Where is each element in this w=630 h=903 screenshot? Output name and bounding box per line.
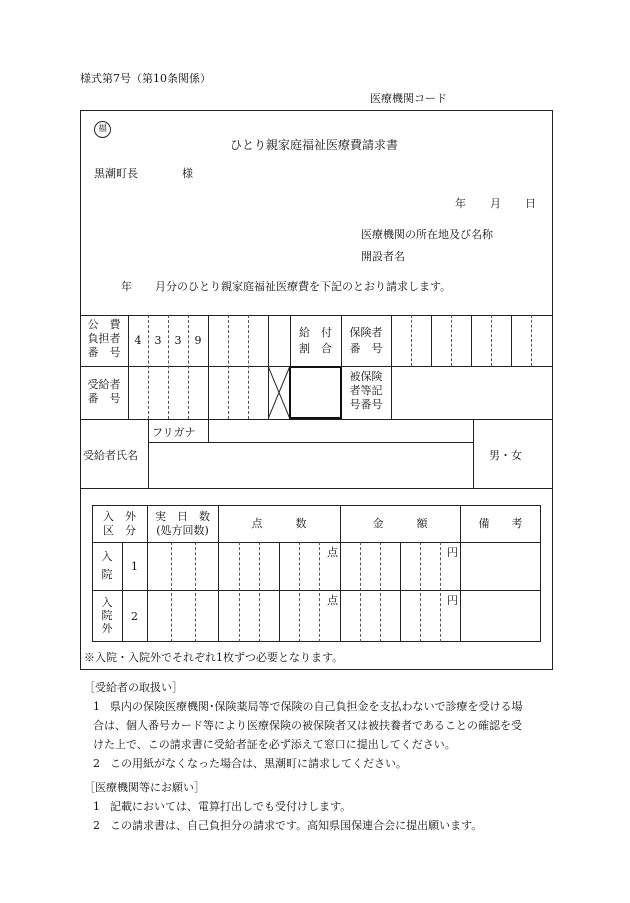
col-remarks-header: 備 考 [478, 517, 523, 530]
furigana-label: フリガナ [152, 426, 196, 439]
recipient-notes-header: ［受給者の取扱い］ [84, 681, 183, 694]
row-num: 1 [131, 560, 138, 573]
date-day: 日 [525, 197, 536, 210]
note-num: 1 [93, 800, 100, 813]
row-type: 入 院 外 [101, 596, 113, 635]
recipient-name-label: 受給者氏名 [83, 449, 138, 462]
addressee: 黒潮町長 様 [94, 167, 193, 180]
col-type-header: 入 外 区 分 [103, 510, 136, 537]
request-year: 年 [121, 280, 132, 293]
note-line: この用紙がなくなった場合は、黒潮町に請求してください。 [110, 757, 407, 770]
gender-label: 男・女 [489, 449, 522, 462]
payer-label: 公 費 負担者 番 号 [87, 318, 121, 359]
medical-code-label: 医療機関コード [370, 92, 447, 105]
row-num: 2 [131, 610, 138, 623]
row-type: 入 院 [101, 550, 113, 581]
yen-unit: 円 [447, 594, 458, 607]
point-unit: 点 [327, 546, 338, 559]
form-title: ひとり親家庭福祉医療費請求書 [230, 138, 399, 152]
yen-unit: 円 [447, 546, 458, 559]
note-line: けた上で、この請求書に受給者証を必ず添えて窓口に提出してください。 [93, 738, 456, 751]
col-amount-header: 金 額 [372, 517, 428, 530]
request-sentence: 月分のひとり親家庭福祉医療費を下記のとおり請求します。 [155, 280, 452, 293]
seal-icon: 福 [94, 121, 111, 138]
note-line: 県内の保険医療機関･保険薬局等で保険の自己負担金を支払わないで診療を受ける場 [110, 700, 523, 713]
note-num: 1 [93, 700, 100, 713]
institution-notes-header: ［医療機関等にお願い］ [84, 781, 205, 794]
benefit-ratio-label: 給 付 割 合 [299, 326, 332, 355]
table-note: ※入院・入院外でそれぞれ1枚ずつ必要となります。 [84, 651, 344, 664]
insurer-label: 保険者 番 号 [349, 326, 383, 355]
note-num: 2 [93, 819, 100, 832]
payer-digit: 3 [174, 334, 182, 347]
payer-digit: 3 [154, 334, 162, 347]
date-year: 年 [455, 197, 466, 210]
crossed-cell-icon [268, 366, 290, 419]
col-points-header: 点 数 [251, 517, 307, 530]
note-line: 合は、個人番号カード等により医療保険の被保険者又は被扶養者であることの確認を受 [93, 719, 522, 732]
date-month: 月 [490, 197, 501, 210]
form-number: 様式第7号（第10条関係） [80, 72, 211, 85]
note-line: 記載においては、電算打出しでも受付けします。 [110, 800, 352, 813]
benefit-ratio-box[interactable] [289, 366, 342, 419]
founder-label: 開設者名 [361, 250, 405, 263]
recipient-number-label: 受給者 番 号 [87, 378, 121, 405]
institution-label: 医療機関の所在地及び名称 [361, 228, 493, 241]
insured-symbol-label: 被保険 者等記 号番号 [349, 370, 383, 411]
col-days-header: 実 日 数 (処方回数) [155, 510, 210, 537]
note-num: 2 [93, 757, 100, 770]
payer-digit: 4 [134, 334, 142, 347]
note-line: この請求書は、自己負担分の請求です。高知県国保連合会に提出願います。 [110, 819, 483, 832]
payer-digit: 9 [194, 334, 202, 347]
point-unit: 点 [327, 594, 338, 607]
